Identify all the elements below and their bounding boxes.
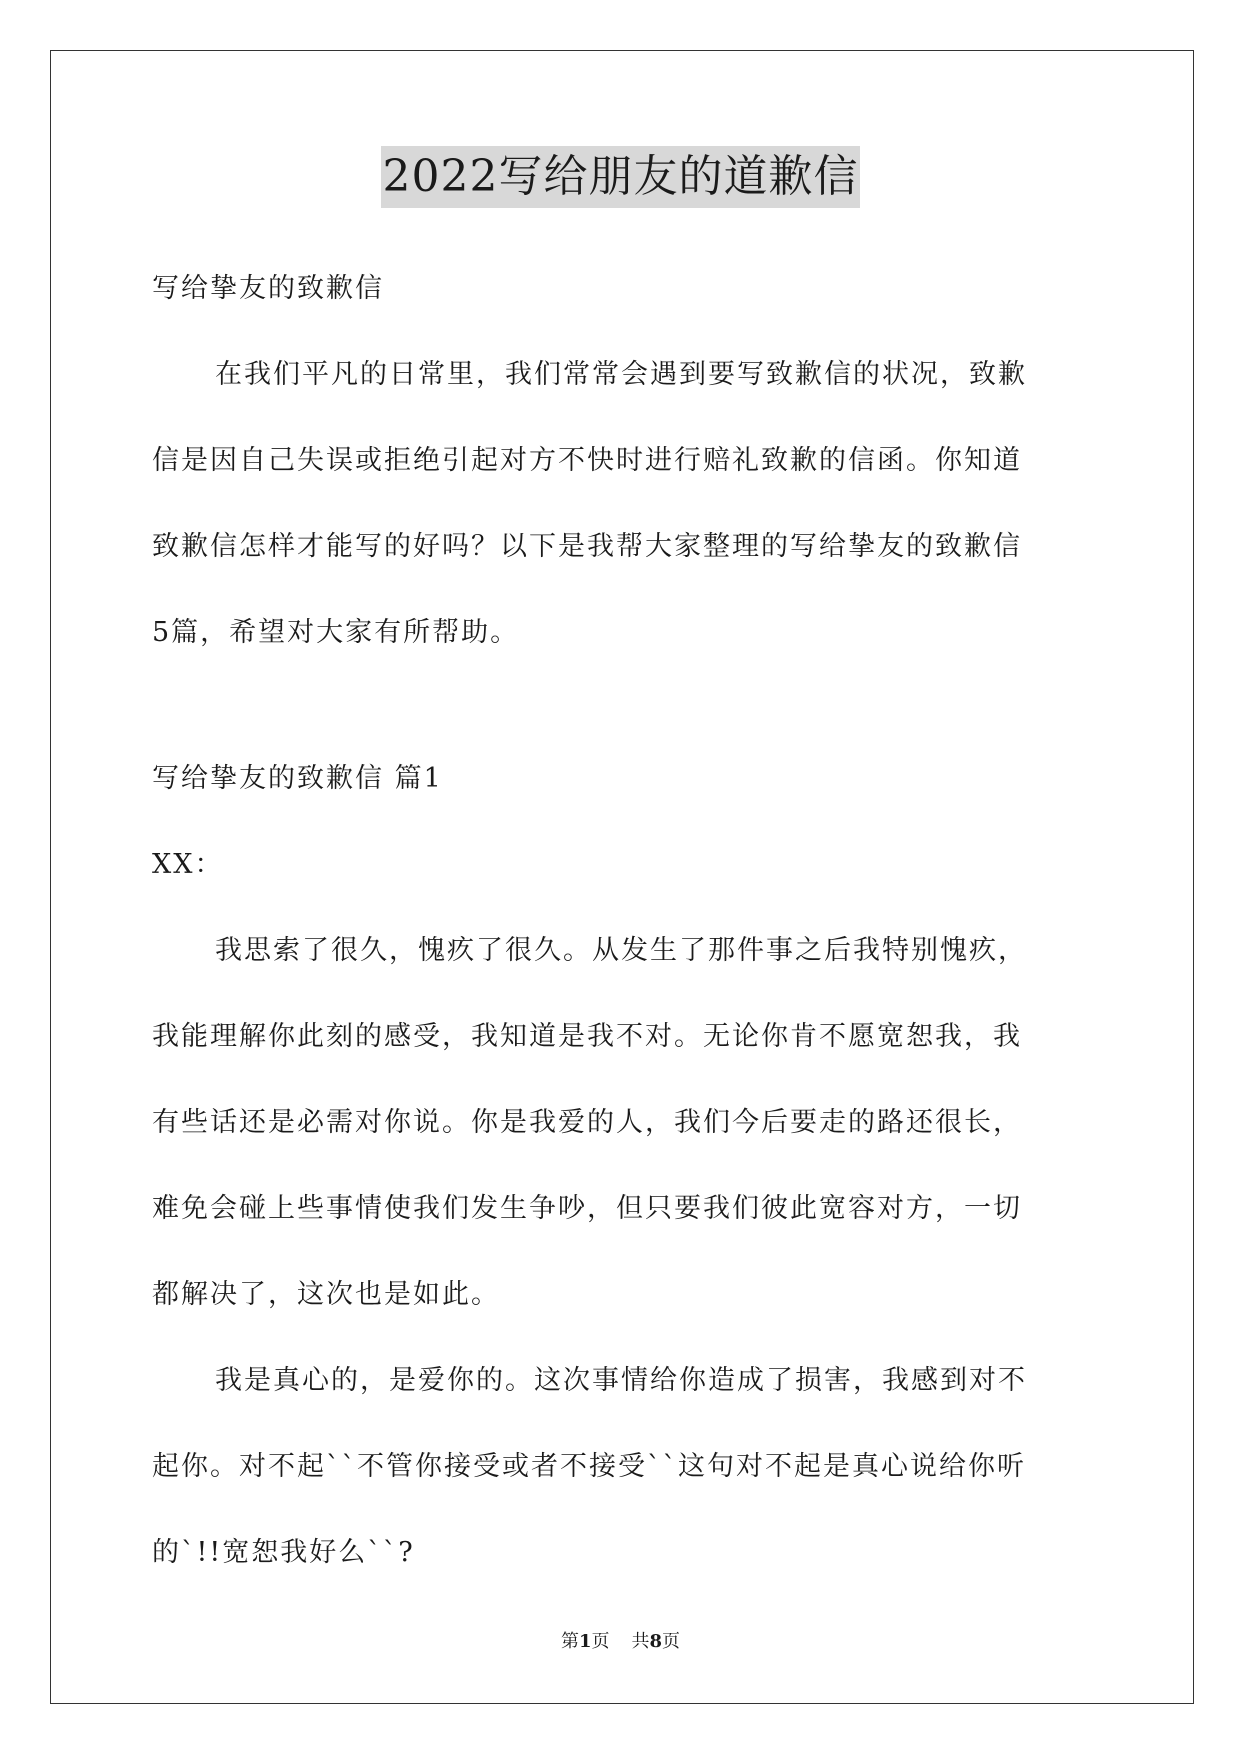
total-suffix: 页: [662, 1631, 681, 1652]
paragraph-line: 我思索了很久，愧疚了很久。从发生了那件事之后我特别愧疚，: [215, 935, 1027, 966]
page-total: 8: [649, 1631, 663, 1652]
paragraph-line: 难免会碰上些事情使我们发生争吵，但只要我们彼此宽容对方，一切: [152, 1193, 1022, 1224]
page-current: 1: [578, 1631, 592, 1652]
page-prefix: 第: [560, 1631, 579, 1652]
subtitle: 写给挚友的致歉信: [152, 273, 384, 304]
intro-line: 致歉信怎样才能写的好吗？以下是我帮大家整理的写给挚友的致歉信: [152, 531, 1022, 562]
paragraph-line: 起你。对不起``不管你接受或者不接受``这句对不起是真心说给你听: [152, 1451, 1026, 1482]
document-title: 2022写给朋友的道歉信: [381, 146, 861, 208]
paragraph-line: 都解决了，这次也是如此。: [152, 1279, 500, 1310]
document-body: [152, 246, 1092, 1596]
intro-line: 5篇，希望对大家有所帮助。: [152, 617, 520, 648]
section-spacer: [152, 676, 1092, 736]
paragraph-line: 我能理解你此刻的感受，我知道是我不对。无论你肯不愿宽恕我，我: [152, 1021, 1022, 1052]
paragraph-line: 的`!!宽恕我好么``?: [152, 1537, 415, 1568]
salutation: XX：: [152, 849, 224, 880]
total-prefix: 共: [631, 1631, 650, 1652]
paragraph-line: 我是真心的，是爱你的。这次事情给你造成了损害，我感到对不: [215, 1365, 1027, 1396]
page-suffix: 页: [591, 1631, 610, 1652]
intro-line: 信是因自己失误或拒绝引起对方不快时进行赔礼致歉的信函。你知道: [152, 445, 1022, 476]
intro-line: 在我们平凡的日常里，我们常常会遇到要写致歉信的状况，致歉: [215, 359, 1027, 390]
paragraph-line: 有些话还是必需对你说。你是我爱的人，我们今后要走的路还很长，: [152, 1107, 1022, 1138]
page-footer: [0, 1630, 1241, 1654]
section-heading: 写给挚友的致歉信 篇1: [152, 763, 443, 794]
title-container: [0, 146, 1241, 208]
